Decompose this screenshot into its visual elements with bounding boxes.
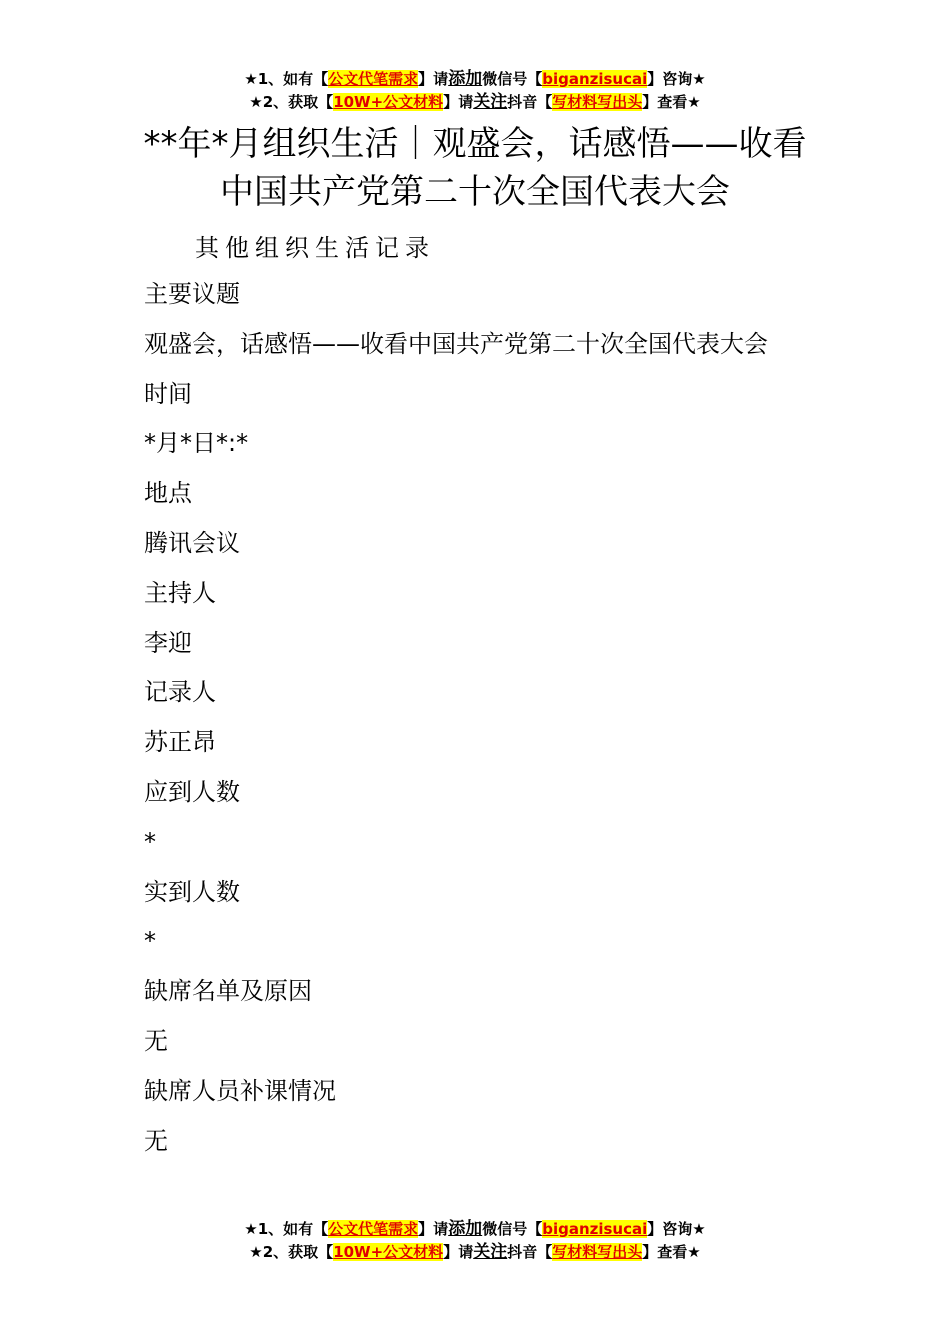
place-value: 腾讯会议 [144,528,240,557]
time-value: *月*日*:* [144,429,249,458]
promo-text: 1、如有【 [257,1220,329,1238]
promo-text: 】查看 [642,1243,688,1261]
absent-list-label: 缺席名单及原因 [144,977,312,1006]
promo-highlight: 10W+公文材料 [333,93,444,111]
star-icon: ★ [249,1243,263,1261]
promo-text: 】请 [418,1220,449,1238]
star-icon: ★ [249,93,263,111]
agenda-label: 主要议题 [144,280,240,308]
expected-count-value: * [144,827,156,856]
makeup-value: 无 [144,1126,168,1155]
agenda-value: 观盛会，话感悟——收看中国共产党第二十次全国代表大会 [144,329,768,358]
promo-line-2 [0,1241,950,1264]
promo-text: 】咨询 [647,70,693,88]
promo-underline: 添加 [448,1219,483,1239]
promo-text: 2、获取【 [262,93,334,111]
promo-line-1 [0,68,950,91]
promo-text: 抖音【 [507,1243,553,1261]
document-subtitle: 其他组织生活记录 [195,234,435,262]
header-promo [0,68,950,114]
promo-text: 】请 [418,70,449,88]
promo-text: 2、获取【 [262,1243,334,1261]
recorder-label: 记录人 [144,678,216,707]
promo-wechat-id: biganzisucai [542,70,648,88]
promo-underline: 关注 [473,1242,508,1262]
time-label: 时间 [144,379,192,408]
actual-count-label: 实到人数 [144,877,240,906]
promo-underline: 关注 [473,92,508,112]
promo-text: 】请 [443,93,474,111]
promo-text: 微信号【 [482,1220,543,1238]
promo-line-1 [0,1218,950,1241]
promo-text: 微信号【 [482,70,543,88]
star-icon: ★ [244,1220,258,1238]
promo-text: 】查看 [642,93,688,111]
star-icon: ★ [687,1243,701,1261]
record-body [144,270,814,1166]
expected-count-label: 应到人数 [144,777,240,806]
promo-douyin-id: 写材料写出头 [552,93,643,111]
absent-list-value: 无 [144,1026,168,1055]
makeup-label: 缺席人员补课情况 [144,1076,336,1105]
promo-highlight: 公文代笔需求 [328,1220,419,1238]
promo-wechat-id: biganzisucai [542,1220,648,1238]
promo-text: 】咨询 [647,1220,693,1238]
promo-underline: 添加 [448,69,483,89]
star-icon: ★ [687,93,701,111]
promo-text: 】请 [443,1243,474,1261]
star-icon: ★ [244,70,258,88]
star-icon: ★ [692,70,706,88]
recorder-value: 苏正昂 [144,728,216,757]
promo-text: 抖音【 [507,93,553,111]
host-value: 李迎 [144,628,192,657]
place-label: 地点 [144,479,192,508]
promo-highlight: 10W+公文材料 [333,1243,444,1261]
promo-highlight: 公文代笔需求 [328,70,419,88]
actual-count-value: * [144,927,156,956]
footer-promo [0,1218,950,1264]
document-title: **年*月组织生活｜观盛会，话感悟——收看中国共产党第二十次全国代表大会 [143,124,807,212]
promo-douyin-id: 写材料写出头 [552,1243,643,1261]
promo-line-2 [0,91,950,114]
star-icon: ★ [692,1220,706,1238]
promo-text: 1、如有【 [257,70,329,88]
host-label: 主持人 [144,578,216,607]
